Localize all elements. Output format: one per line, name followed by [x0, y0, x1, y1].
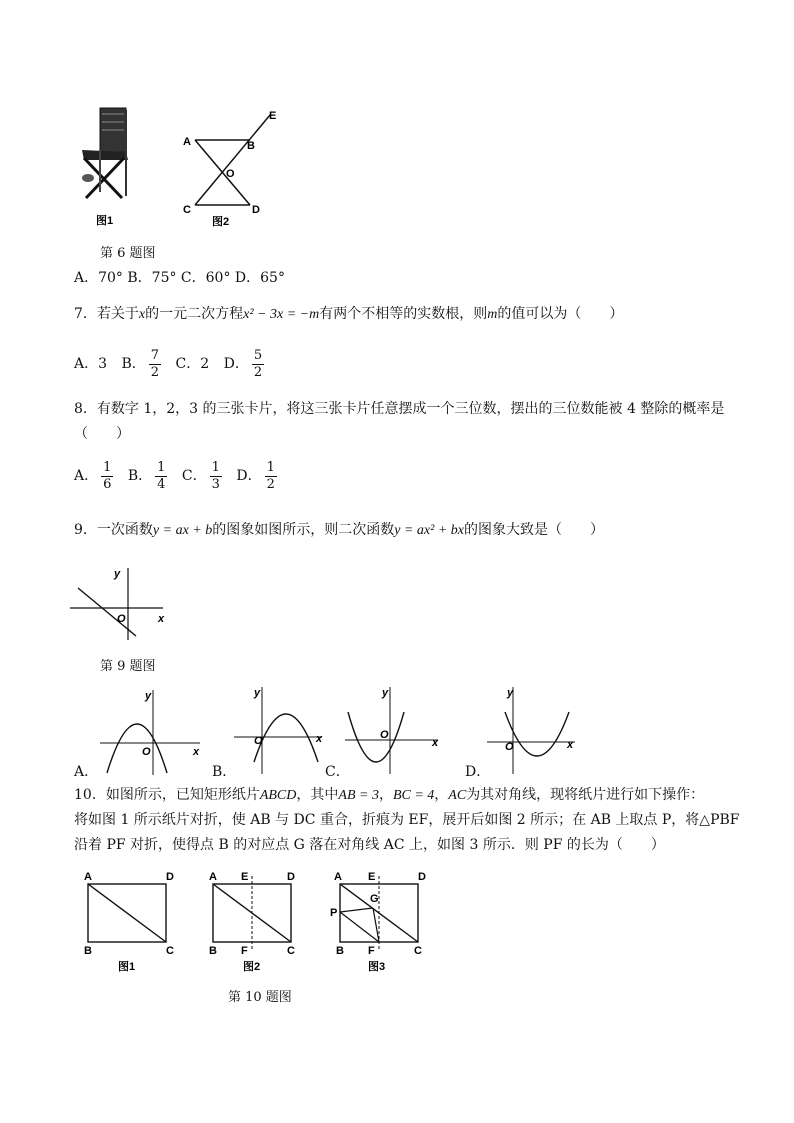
q9-caption: 第 9 题图 — [100, 659, 156, 674]
q6-point-E: E — [269, 110, 277, 122]
q10-f1-C: C — [166, 945, 174, 957]
q9-option-b-label: B． — [212, 764, 237, 780]
q7-mid1: 的一元二次方程 — [145, 306, 244, 322]
q6-figure-2 — [175, 105, 290, 230]
q10-ac: AC — [448, 788, 467, 803]
q9-d-origin: O — [505, 741, 514, 753]
q10-f3-F: F — [368, 945, 375, 957]
q6-fig2-label: 图2 — [212, 216, 230, 228]
q9-mid: 的图象如图所示，则二次函数 — [212, 522, 395, 538]
q8-option-b-label: B． — [127, 468, 153, 484]
q10-f2-A: A — [209, 871, 217, 883]
q9-option-a-label: A． — [74, 764, 99, 780]
q9-option-a-graph — [95, 685, 210, 780]
q9-option-c-label: C． — [325, 764, 350, 780]
q6-caption: 第 6 题图 — [100, 246, 156, 261]
q6-fig2-diagram — [175, 105, 290, 230]
q10-abcd: ABCD — [259, 788, 297, 803]
q10-f3-C: C — [414, 945, 422, 957]
q9-post: 的图象大致是（ ） — [463, 522, 604, 538]
q10-sep2: ， — [434, 787, 449, 803]
q8-option-d-label: D． — [236, 468, 262, 484]
q10-line1-post: 为其对角线，现将纸片进行如下操作： — [466, 787, 705, 803]
q10-f2-F: F — [241, 945, 248, 957]
q9-a-axis-y: y — [145, 690, 152, 702]
chair-image — [70, 100, 140, 230]
q7-option-b-num: 7 — [150, 347, 160, 363]
q9-c-axis-x: x — [432, 737, 439, 749]
q10-f2-D: D — [287, 871, 295, 883]
q10-fig1-label: 图1 — [118, 961, 136, 973]
q9-axis-y: y — [114, 568, 121, 580]
q10-caption: 第 10 题图 — [228, 990, 292, 1005]
q8-option-c-num: 1 — [211, 459, 220, 475]
q9-a-axis-x: x — [193, 746, 200, 758]
q7-var-m: m — [487, 307, 498, 322]
q7-option-d-den: 2 — [253, 364, 263, 380]
q10-fig3-label: 图3 — [368, 961, 386, 973]
q6-fig1-label: 图1 — [96, 215, 114, 227]
q10-f3-D: D — [418, 871, 426, 883]
q9-c-origin: O — [380, 729, 389, 741]
q9-axis-x: x — [158, 613, 165, 625]
q7-post: 的值可以为（ ） — [497, 306, 624, 322]
q7-option-b-den: 2 — [150, 364, 160, 380]
q9-d-axis-x: x — [567, 739, 574, 751]
q7-option-c: C．2 — [175, 356, 210, 372]
q10-figure-1 — [80, 868, 180, 978]
q10-f1-B: B — [84, 945, 92, 957]
q10-line1 — [74, 785, 704, 806]
q10-line2: 将如图 1 所示纸片对折，使 AB 与 DC 重合，折痕为 EF，展开后如图 2 所示；在 AB 上取点 P，将△PBF — [74, 812, 740, 828]
q8-option-a-label: A． — [74, 468, 99, 484]
q7-option-d-label: D． — [223, 356, 249, 372]
q7-pre: 7．若关于 — [74, 306, 139, 322]
q6-point-B: B — [247, 140, 255, 152]
q7-var-x: x — [138, 307, 146, 322]
q10-f1-D: D — [166, 871, 174, 883]
q9-option-b-graph — [232, 682, 332, 777]
q8-option-c-den: 3 — [211, 476, 220, 492]
q10-fig2-label: 图2 — [243, 961, 261, 973]
q7-option-b-label: B． — [121, 356, 146, 372]
q6-point-C: C — [183, 204, 191, 216]
q10-sep: ， — [378, 787, 393, 803]
q10-figure-3 — [328, 868, 428, 978]
q10-f2-E: E — [241, 871, 249, 883]
q10-f1-A: A — [84, 871, 92, 883]
q9-d-axis-y: y — [507, 687, 514, 699]
q9-a-origin: O — [142, 746, 151, 758]
q10-line1-pre: 10．如图所示，已知矩形纸片 — [74, 787, 260, 803]
q10-f3-P: P — [330, 907, 338, 919]
q7-option-d-num: 5 — [253, 347, 263, 363]
q8-option-c-label: C． — [181, 468, 207, 484]
q9-b-axis-y: y — [254, 687, 261, 699]
q6-options: A．70° B．75° C．60° D．65° — [74, 270, 285, 286]
q8-line1: 8．有数字 1，2，3 的三张卡片，将这三张卡片任意摆成一个三位数，摆出的三位数能被 4 整除的概率是 — [74, 401, 725, 417]
q6-point-D: D — [252, 204, 260, 216]
q9-stem — [74, 520, 604, 541]
q10-ab-eq: AB = 3 — [338, 788, 379, 803]
q8-option-d-num: 1 — [266, 459, 275, 475]
q7-stem — [74, 304, 623, 325]
q9-b-axis-x: x — [316, 733, 323, 745]
q10-figure-2 — [205, 868, 305, 978]
q8-option-a-num: 1 — [103, 459, 112, 475]
q9-pre: 9．一次函数 — [74, 522, 153, 538]
q9-linear-eq: y = ax + b — [152, 523, 213, 538]
q9-c-axis-y: y — [382, 687, 389, 699]
q8-line2: （ ） — [74, 426, 130, 442]
q10-f2-C: C — [287, 945, 295, 957]
q7-equation: x² − 3x = −m — [243, 307, 320, 322]
q10-f2-B: B — [209, 945, 217, 957]
q6-point-O: O — [226, 168, 235, 180]
q6-point-A: A — [183, 136, 191, 148]
q9-b-origin: O — [254, 735, 263, 747]
q9-linear-graph — [68, 560, 178, 645]
q10-f3-B: B — [336, 945, 344, 957]
q10-line3: 沿着 PF 对折，使得点 B 的对应点 G 落在对角线 AC 上，如图 3 所示．则 PF 的长为（ ） — [74, 837, 665, 853]
q8-option-b-num: 1 — [157, 459, 166, 475]
q10-f3-A: A — [334, 871, 342, 883]
q7-option-a: A．3 — [74, 356, 108, 372]
q9-option-c-graph — [340, 682, 445, 777]
q9-quadratic-eq: y = ax² + bx — [394, 523, 464, 538]
q7-mid2: 有两个不相等的实数根，则 — [319, 306, 488, 322]
q6-figure-1 — [70, 100, 140, 230]
q10-f3-E: E — [368, 871, 376, 883]
q8-options — [74, 458, 280, 494]
q9-option-d-graph — [485, 682, 585, 777]
q7-options — [74, 346, 267, 382]
q8-option-a-den: 6 — [103, 476, 112, 492]
q10-line1-mid: ，其中 — [296, 787, 339, 803]
q9-option-d-label: D． — [465, 764, 491, 780]
q10-f3-G: G — [370, 893, 379, 905]
q8-option-d-den: 2 — [266, 476, 275, 492]
q8-option-b-den: 4 — [157, 476, 166, 492]
q10-bc-eq: BC = 4 — [392, 788, 435, 803]
q9-origin: O — [117, 613, 126, 625]
